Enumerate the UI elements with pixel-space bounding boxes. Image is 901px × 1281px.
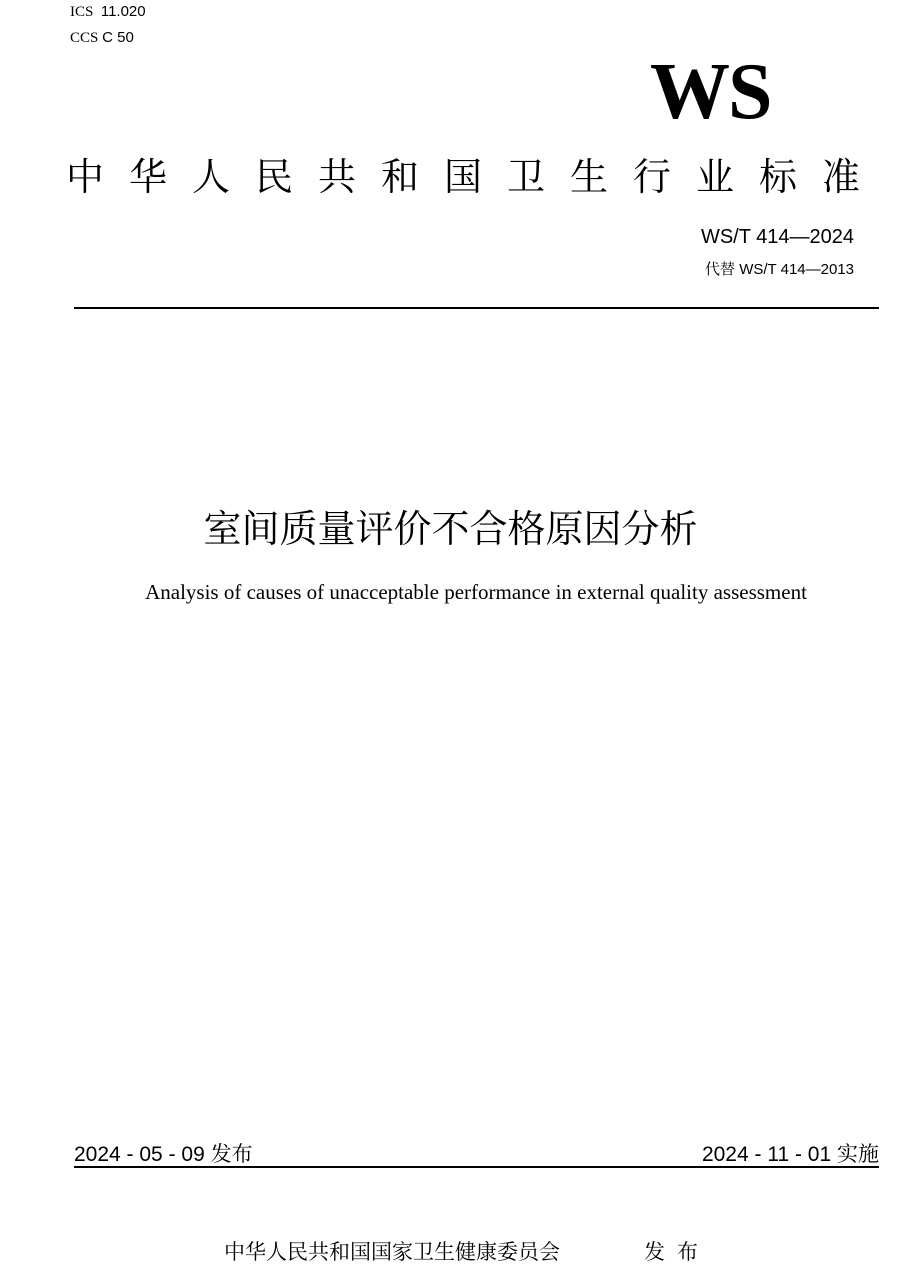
standard-number: WS/T 414—2024 <box>700 226 854 248</box>
ws-logo: WS <box>650 48 771 136</box>
implementation-date: 2024 - 11 - 01 实施 <box>701 1143 879 1166</box>
ccs-line <box>70 29 134 47</box>
document-title-en: Analysis of causes of unacceptable performance in external quality assessment <box>145 580 807 604</box>
header-divider <box>74 307 879 309</box>
ics-code: 11.020 <box>100 3 146 20</box>
standard-category: 中华人民共和国卫生行业标准 <box>66 157 886 199</box>
publisher: 中华人民共和国国家卫生健康委员会 <box>224 1241 560 1264</box>
replaces-standard: 代替 WS/T 414—2013 <box>705 261 854 278</box>
footer-divider <box>74 1166 879 1168</box>
ccs-code: C 50 <box>102 29 134 46</box>
ccs-label: CCS <box>70 30 99 46</box>
ics-line <box>70 3 146 21</box>
document-title-cn: 室间质量评价不合格原因分析 <box>203 509 698 551</box>
issue-date: 2024 - 05 - 09 发布 <box>74 1143 253 1166</box>
publish-label: 发布 <box>644 1241 710 1264</box>
ics-label: ICS <box>70 4 94 20</box>
